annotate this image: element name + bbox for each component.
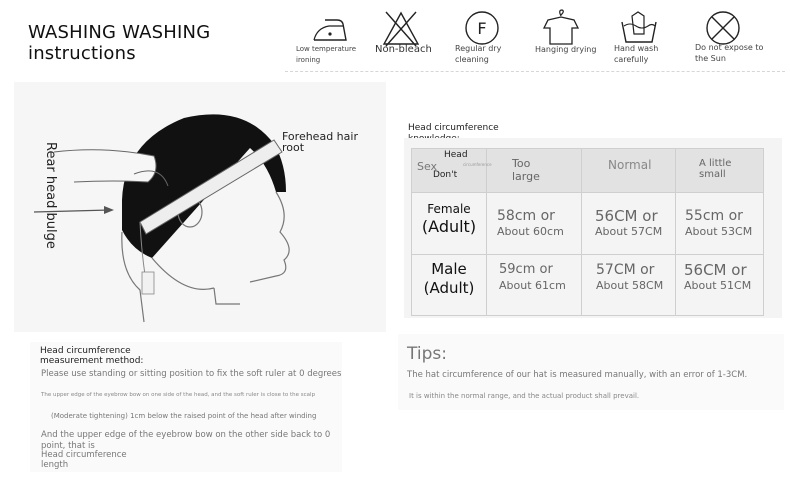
corner-circumference: circumference (463, 162, 492, 167)
header-divider (285, 71, 785, 72)
svg-text:F: F (477, 19, 487, 38)
tips-title: Tips: (407, 344, 447, 364)
page-title (28, 22, 210, 64)
no-bleach-icon (380, 8, 422, 48)
method-step-1: Please use standing or sitting position to fix the soft ruler at 0 degrees (41, 369, 342, 379)
tips-line-1: The hat circumference of our hat is measured manually, with an error of 1-3CM. (407, 370, 748, 380)
table-line (411, 148, 764, 149)
hand-wash-icon (618, 8, 660, 48)
title-line-2: instructions (28, 43, 136, 64)
care-label-dry-clean: Regular dry cleaning (455, 44, 502, 64)
method-step-4: And the upper edge of the eyebrow bow on the other side back to 0 point, that is (41, 430, 331, 451)
table-line (486, 148, 487, 316)
table-line (411, 254, 764, 255)
hanging-dry-icon (540, 8, 582, 48)
dry-clean-icon (461, 8, 503, 48)
care-label-hand-wash: Hand wash carefully (614, 44, 659, 64)
table-line (763, 148, 764, 316)
tips-line-2: It is within the normal range, and the actual product shall prevail. (409, 392, 640, 400)
col-header-normal: Normal (608, 158, 652, 172)
method-step-5: Head circumference length (41, 450, 127, 470)
size-table-title: Head circumference (408, 123, 499, 133)
care-label-hanging: Hanging drying (535, 45, 597, 54)
col-header-too-large: Too large (512, 157, 540, 183)
table-line (411, 315, 764, 316)
corner-dont: Don't (433, 170, 458, 180)
method-step-3: (Moderate tightening) 1cm below the raised point of the head after winding (51, 412, 317, 420)
corner-head: Head (444, 150, 468, 160)
corner-sex: Sex (417, 160, 438, 173)
method-title: Head circumference measurement method: (40, 346, 144, 366)
male-little-small-cell: 56CM or About 51CM (684, 261, 752, 292)
table-line (675, 148, 676, 316)
table-line (411, 192, 764, 193)
head-measurement-illustration (14, 82, 386, 332)
size-table (411, 148, 764, 316)
female-normal-cell: 56CM or About 57CM (595, 207, 663, 238)
male-too-large-cell: 59cm or About 61cm (499, 262, 566, 292)
col-header-little-small: A little small (699, 158, 732, 180)
iron-icon (309, 8, 351, 48)
female-little-small-cell: 55cm or About 53CM (685, 208, 753, 238)
table-line (411, 148, 412, 316)
row-female-label: Female (Adult) (421, 202, 477, 236)
rear-head-label: Rear head bulge (43, 142, 58, 249)
male-normal-cell: 57CM or About 58CM (596, 262, 664, 292)
care-label-no-sun: Do not expose to the Sun (695, 43, 764, 63)
forehead-label: Forehead hair root (282, 130, 358, 154)
care-label-bleach: Non-bleach (375, 44, 432, 55)
title-line-1: WASHING WASHING (28, 22, 211, 43)
female-too-large-cell: 58cm or About 60cm (497, 208, 564, 238)
care-label-iron: Low temperature ironing (296, 45, 357, 64)
table-line (581, 148, 582, 316)
method-step-2: The upper edge of the eyebrow bow on one side of the head, and the soft ruler is close to the scalp (41, 392, 316, 398)
row-male-label: Male (Adult) (423, 260, 475, 297)
